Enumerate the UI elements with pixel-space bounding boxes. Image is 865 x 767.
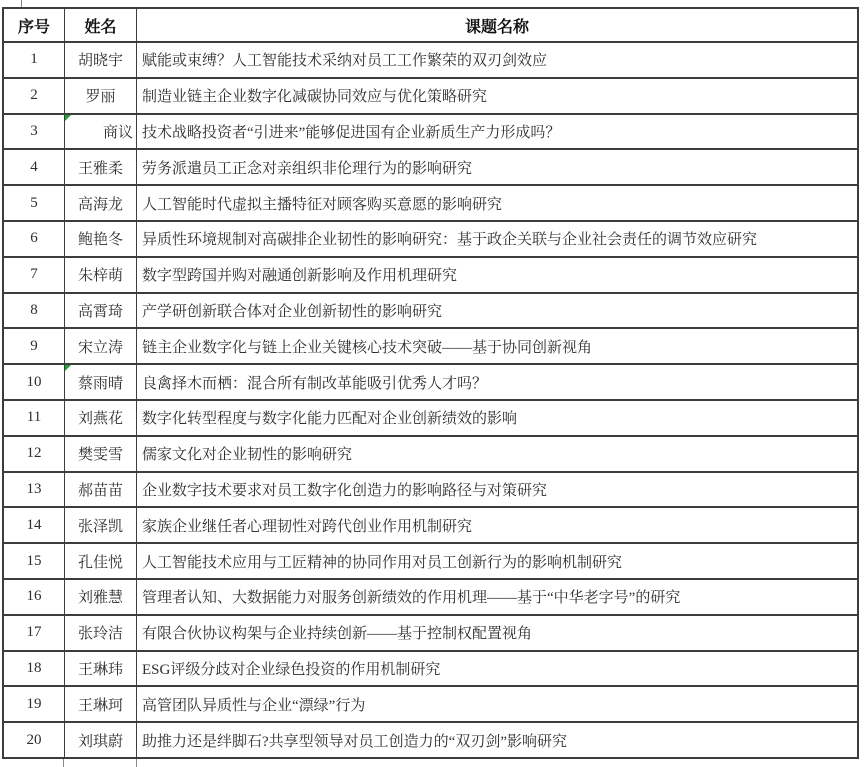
serial-cell[interactable] <box>4 186 64 220</box>
topic-cell[interactable] <box>136 437 857 471</box>
table-row <box>4 399 857 435</box>
topic-text: 企业数字技术要求对员工数字化创造力的影响路径与对策研究 <box>142 482 548 499</box>
serial-cell[interactable] <box>4 401 64 435</box>
name-text: 孔佳悦 <box>77 554 123 571</box>
topic-cell[interactable] <box>136 616 857 650</box>
topic-cell[interactable] <box>136 544 857 578</box>
serial-cell[interactable] <box>4 150 64 184</box>
name-text: 郝苗苗 <box>77 482 123 499</box>
name-text: 王琳玮 <box>77 661 123 678</box>
grid-line-stub-top <box>21 0 22 7</box>
table-row <box>4 685 857 721</box>
serial-text: 6 <box>30 230 38 247</box>
topic-cell[interactable] <box>136 723 857 757</box>
topic-cell[interactable] <box>136 115 857 149</box>
topic-text: 助推力还是绊脚石?共享型领导对员工创造力的“双刃剑”影响研究 <box>142 733 567 750</box>
name-text: 高霄琦 <box>77 303 123 320</box>
topic-cell[interactable] <box>136 365 857 399</box>
name-cell[interactable] <box>64 473 136 507</box>
serial-text: 13 <box>26 480 42 497</box>
topic-text: 制造业链主企业数字化减碳协同效应与优化策略研究 <box>142 89 488 106</box>
name-text: 宋立涛 <box>77 339 123 356</box>
name-text: 鲍艳冬 <box>77 232 123 249</box>
serial-cell[interactable] <box>4 294 64 328</box>
topic-text: 赋能或束缚？人工智能技术采纳对员工工作繁荣的双刃剑效应 <box>142 53 548 70</box>
serial-text: 12 <box>26 445 42 462</box>
serial-cell[interactable] <box>4 43 64 77</box>
topic-cell[interactable] <box>136 508 857 542</box>
topic-text: 高管团队异质性与企业“漂绿”行为 <box>142 697 366 714</box>
table-row <box>4 435 857 471</box>
serial-cell[interactable] <box>4 580 64 614</box>
name-cell[interactable] <box>64 365 136 399</box>
serial-cell[interactable] <box>4 79 64 113</box>
serial-cell[interactable] <box>4 508 64 542</box>
name-cell[interactable] <box>64 222 136 256</box>
topic-text: 数字型跨国并购对融通创新影响及作用机理研究 <box>142 268 458 285</box>
topic-text: 家族企业继任者心理韧性对跨代创业作用机制研究 <box>142 518 473 535</box>
table-row <box>4 578 857 614</box>
serial-cell[interactable] <box>4 365 64 399</box>
name-cell[interactable] <box>64 652 136 686</box>
name-text: 刘琪蔚 <box>77 733 123 750</box>
topic-cell[interactable] <box>136 150 857 184</box>
serial-cell[interactable] <box>4 687 64 721</box>
grid-line-stub-bottom-left <box>63 759 64 767</box>
serial-cell[interactable] <box>4 258 64 292</box>
serial-text: 17 <box>26 624 42 641</box>
topic-cell[interactable] <box>136 79 857 113</box>
name-text: 王雅柔 <box>77 160 123 177</box>
name-text: 张泽凯 <box>77 518 123 535</box>
name-cell[interactable] <box>64 294 136 328</box>
topic-text: 数字化转型程度与数字化能力匹配对企业创新绩效的影响 <box>142 411 518 428</box>
name-cell[interactable] <box>64 186 136 220</box>
serial-text: 19 <box>26 695 42 712</box>
topic-cell[interactable] <box>136 473 857 507</box>
serial-text: 11 <box>26 409 42 426</box>
topic-cell[interactable] <box>136 222 857 256</box>
serial-text: 8 <box>30 301 38 318</box>
topic-text: 异质性环境规制对高碳排企业韧性的影响研究：基于政企关联与企业社会责任的调节效应研究 <box>142 232 758 249</box>
serial-text: 1 <box>30 51 38 68</box>
table-row <box>4 148 857 184</box>
name-text: 商议 <box>102 124 133 141</box>
name-cell[interactable] <box>64 329 136 363</box>
name-text: 朱梓萌 <box>77 268 123 285</box>
serial-text: 5 <box>30 194 38 211</box>
serial-cell[interactable] <box>4 115 64 149</box>
name-cell[interactable] <box>64 687 136 721</box>
table-row <box>4 721 857 757</box>
name-cell[interactable] <box>64 115 136 149</box>
serial-text: 3 <box>30 122 38 139</box>
serial-cell[interactable] <box>4 222 64 256</box>
table-row <box>4 220 857 256</box>
name-cell[interactable] <box>64 616 136 650</box>
table-row <box>4 113 857 149</box>
topic-text: 劳务派遣员工正念对亲组织非伦理行为的影响研究 <box>142 160 473 177</box>
name-cell[interactable] <box>64 258 136 292</box>
topic-text: 有限合伙协议构架与企业持续创新——基于控制权配置视角 <box>142 626 533 643</box>
topic-cell[interactable] <box>136 652 857 686</box>
name-text: 刘雅慧 <box>77 590 123 607</box>
topic-text: 链主企业数字化与链上企业关键核心技术突破——基于协同创新视角 <box>142 339 593 356</box>
serial-text: 7 <box>30 266 38 283</box>
name-text: 张玲洁 <box>77 626 123 643</box>
topics-table <box>2 7 859 759</box>
serial-cell[interactable] <box>4 723 64 757</box>
name-text: 高海龙 <box>77 196 123 213</box>
topic-text: 产学研创新联合体对企业创新韧性的影响研究 <box>142 303 443 320</box>
name-text: 樊雯雪 <box>77 447 123 464</box>
name-cell[interactable] <box>64 437 136 471</box>
name-text: 王琳珂 <box>77 697 123 714</box>
topic-cell[interactable] <box>136 687 857 721</box>
serial-text: 10 <box>26 373 42 390</box>
table-header-row <box>4 9 857 41</box>
table-row <box>4 542 857 578</box>
header-name: 姓名 <box>64 9 136 41</box>
serial-text: 18 <box>26 659 42 676</box>
serial-cell[interactable] <box>4 652 64 686</box>
header-serial-number: 序号 <box>17 18 50 36</box>
topic-text: ESG评级分歧对企业绿色投资的作用机制研究 <box>142 661 441 678</box>
table-row <box>4 614 857 650</box>
serial-cell[interactable] <box>4 616 64 650</box>
serial-text: 4 <box>30 158 38 175</box>
table-row <box>4 650 857 686</box>
topic-cell[interactable] <box>136 329 857 363</box>
table-row <box>4 363 857 399</box>
name-cell[interactable] <box>64 150 136 184</box>
name-cell[interactable] <box>64 79 136 113</box>
header-topic-title: 课题名称 <box>136 9 857 41</box>
serial-text: 15 <box>26 552 42 569</box>
topic-text: 人工智能时代虚拟主播特征对顾客购买意愿的影响研究 <box>142 196 503 213</box>
name-text: 罗丽 <box>85 89 116 106</box>
name-text: 刘燕花 <box>77 411 123 428</box>
topic-text: 良禽择木而栖：混合所有制改革能吸引优秀人才吗？ <box>142 375 488 392</box>
serial-cell[interactable] <box>4 473 64 507</box>
grid-line-stub-bottom-right <box>136 759 137 767</box>
error-marker-icon <box>65 365 71 371</box>
name-cell[interactable] <box>64 580 136 614</box>
table-row <box>4 77 857 113</box>
serial-text: 16 <box>26 588 42 605</box>
name-cell[interactable] <box>64 401 136 435</box>
topic-cell[interactable] <box>136 580 857 614</box>
serial-cell[interactable] <box>4 437 64 471</box>
topic-text: 人工智能技术应用与工匠精神的协同作用对员工创新行为的影响机制研究 <box>142 554 623 571</box>
error-marker-icon <box>65 115 71 121</box>
table-row <box>4 471 857 507</box>
serial-text: 2 <box>30 87 38 104</box>
serial-cell[interactable] <box>4 329 64 363</box>
table-row <box>4 184 857 220</box>
serial-text: 14 <box>26 516 42 533</box>
name-text: 胡晓宇 <box>77 53 123 70</box>
topic-text: 儒家文化对企业韧性的影响研究 <box>142 447 353 464</box>
name-cell[interactable] <box>64 544 136 578</box>
serial-cell[interactable] <box>4 544 64 578</box>
table-row <box>4 327 857 363</box>
name-text: 蔡雨晴 <box>77 375 123 392</box>
serial-text: 9 <box>30 337 38 354</box>
topic-cell[interactable] <box>136 401 857 435</box>
topic-text: 管理者认知、大数据能力对服务创新绩效的作用机理——基于“中华老字号”的研究 <box>142 590 681 607</box>
name-cell[interactable] <box>64 508 136 542</box>
name-cell[interactable] <box>64 43 136 77</box>
table-row <box>4 256 857 292</box>
table-row <box>4 506 857 542</box>
topic-cell[interactable] <box>136 294 857 328</box>
name-cell[interactable] <box>64 723 136 757</box>
topic-cell[interactable] <box>136 258 857 292</box>
serial-text: 20 <box>26 731 42 748</box>
topic-text: 技术战略投资者“引进来”能够促进国有企业新质生产力形成吗？ <box>142 124 561 141</box>
table-row <box>4 41 857 77</box>
table-row <box>4 292 857 328</box>
topic-cell[interactable] <box>136 43 857 77</box>
topic-cell[interactable] <box>136 186 857 220</box>
